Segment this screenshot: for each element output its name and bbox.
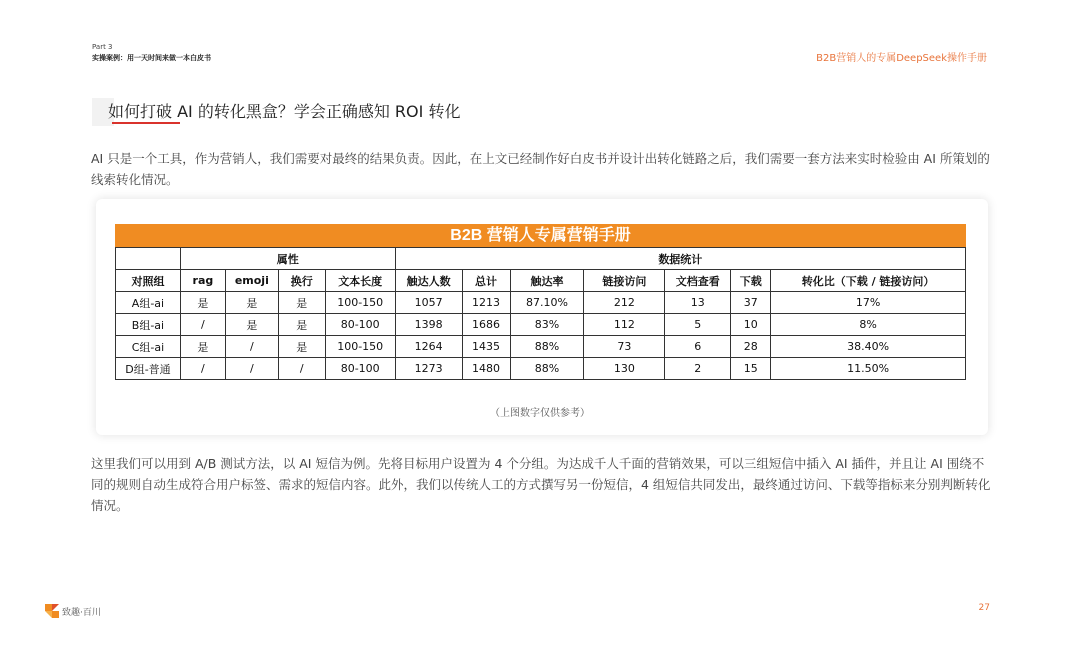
- table-row: [116, 358, 966, 380]
- table-cell: 1398: [395, 314, 462, 336]
- table-cell: 11.50%: [771, 358, 966, 380]
- table-cell: 是: [180, 292, 225, 314]
- col-header: 链接访问: [584, 270, 665, 292]
- table-cell: 1264: [395, 336, 462, 358]
- col-header: 转化比（下载 / 链接访问）: [771, 270, 966, 292]
- table-cell: 100-150: [325, 336, 395, 358]
- table-cell: 15: [731, 358, 771, 380]
- col-header: 对照组: [116, 270, 181, 292]
- table-cell: 1435: [462, 336, 510, 358]
- table-row: [116, 336, 966, 358]
- intro-paragraph: AI 只是一个工具，作为营销人，我们需要对最终的结果负责。因此，在上文已经制作好白皮书并设计出转化链路之后，我们需要一套方法来实时检验由 AI 所策划的线索转化情况。: [91, 151, 990, 187]
- col-header: emoji: [225, 270, 278, 292]
- table-cell: 是: [225, 314, 278, 336]
- header-subtitle: 实操案例：用一天时间来做一本白皮书: [92, 54, 211, 62]
- table-cell: 是: [278, 336, 325, 358]
- data-table: [115, 247, 966, 380]
- table-cell: C组-ai: [116, 336, 181, 358]
- company-logo: [45, 604, 101, 618]
- col-header: rag: [180, 270, 225, 292]
- table-cell: 是: [180, 336, 225, 358]
- table-row: [116, 292, 966, 314]
- header-part: Part 3: [92, 43, 113, 51]
- table-cell: 88%: [510, 358, 584, 380]
- header-manual-title: B2B营销人的专属DeepSeek操作手册: [816, 53, 987, 64]
- table-cell: 87.10%: [510, 292, 584, 314]
- page-number: 27: [978, 603, 990, 613]
- table-cell: 17%: [771, 292, 966, 314]
- column-header-row: [116, 270, 966, 292]
- table-cell: /: [180, 358, 225, 380]
- logo-text: 致趣·百川: [62, 607, 101, 618]
- col-header: 触达率: [510, 270, 584, 292]
- table-cell: D组-普通: [116, 358, 181, 380]
- table-cell: 13: [665, 292, 731, 314]
- table-cell: 5: [665, 314, 731, 336]
- table-cell: 1213: [462, 292, 510, 314]
- table-cell: 8%: [771, 314, 966, 336]
- table-cell: 80-100: [325, 314, 395, 336]
- group-stats: 数据统计: [395, 248, 965, 270]
- table-cell: 80-100: [325, 358, 395, 380]
- table-caption: （上图数字仅供参考）: [490, 408, 590, 419]
- col-header: 文本长度: [325, 270, 395, 292]
- table-cell: /: [225, 336, 278, 358]
- table-cell: 73: [584, 336, 665, 358]
- table-cell: /: [180, 314, 225, 336]
- table-cell: 1686: [462, 314, 510, 336]
- table-cell: 130: [584, 358, 665, 380]
- table-cell: /: [278, 358, 325, 380]
- group-attrs: 属性: [180, 248, 395, 270]
- table-cell: A组-ai: [116, 292, 181, 314]
- table-cell: 28: [731, 336, 771, 358]
- table-cell: 6: [665, 336, 731, 358]
- table-cell: 是: [225, 292, 278, 314]
- table-cell: /: [225, 358, 278, 380]
- table-banner: B2B 营销人专属营销手册: [115, 224, 966, 247]
- col-header: 下载: [731, 270, 771, 292]
- table-cell: 100-150: [325, 292, 395, 314]
- table-cell: 37: [731, 292, 771, 314]
- col-header: 文档查看: [665, 270, 731, 292]
- table-cell: 212: [584, 292, 665, 314]
- col-header: 总计: [462, 270, 510, 292]
- group-header-row: [116, 248, 966, 270]
- table-cell: 是: [278, 314, 325, 336]
- table-cell: B组-ai: [116, 314, 181, 336]
- section-title-underline: [112, 122, 180, 124]
- col-header: 触达人数: [395, 270, 462, 292]
- table-row: [116, 314, 966, 336]
- logo-mark-icon: [45, 604, 59, 618]
- table-cell: 83%: [510, 314, 584, 336]
- table-cell: 112: [584, 314, 665, 336]
- table-cell: 1273: [395, 358, 462, 380]
- table-cell: 1480: [462, 358, 510, 380]
- table-cell: 1057: [395, 292, 462, 314]
- section-title: 如何打破 AI 的转化黑盒？学会正确感知 ROI 转化: [108, 102, 461, 121]
- table-cell: 是: [278, 292, 325, 314]
- table-cell: 88%: [510, 336, 584, 358]
- table-cell: 2: [665, 358, 731, 380]
- table-cell: 38.40%: [771, 336, 966, 358]
- body-paragraph: 这里我们可以用到 A/B 测试方法，以 AI 短信为例。先将目标用户设置为 4 个分组。为达成千人千面的营销效果，可以三组短信中插入 AI 插件，并且让 AI 围绕不同的规则自动生成符合用户标签、需求的短信内容。此外，我们以传统人工的方式撰写另一份短信，4 组短信共同发出，最终通过访问、下载等指标来分别判断转化情况。: [91, 456, 991, 513]
- col-header: 换行: [278, 270, 325, 292]
- empty-group-cell: [116, 248, 181, 270]
- table-cell: 10: [731, 314, 771, 336]
